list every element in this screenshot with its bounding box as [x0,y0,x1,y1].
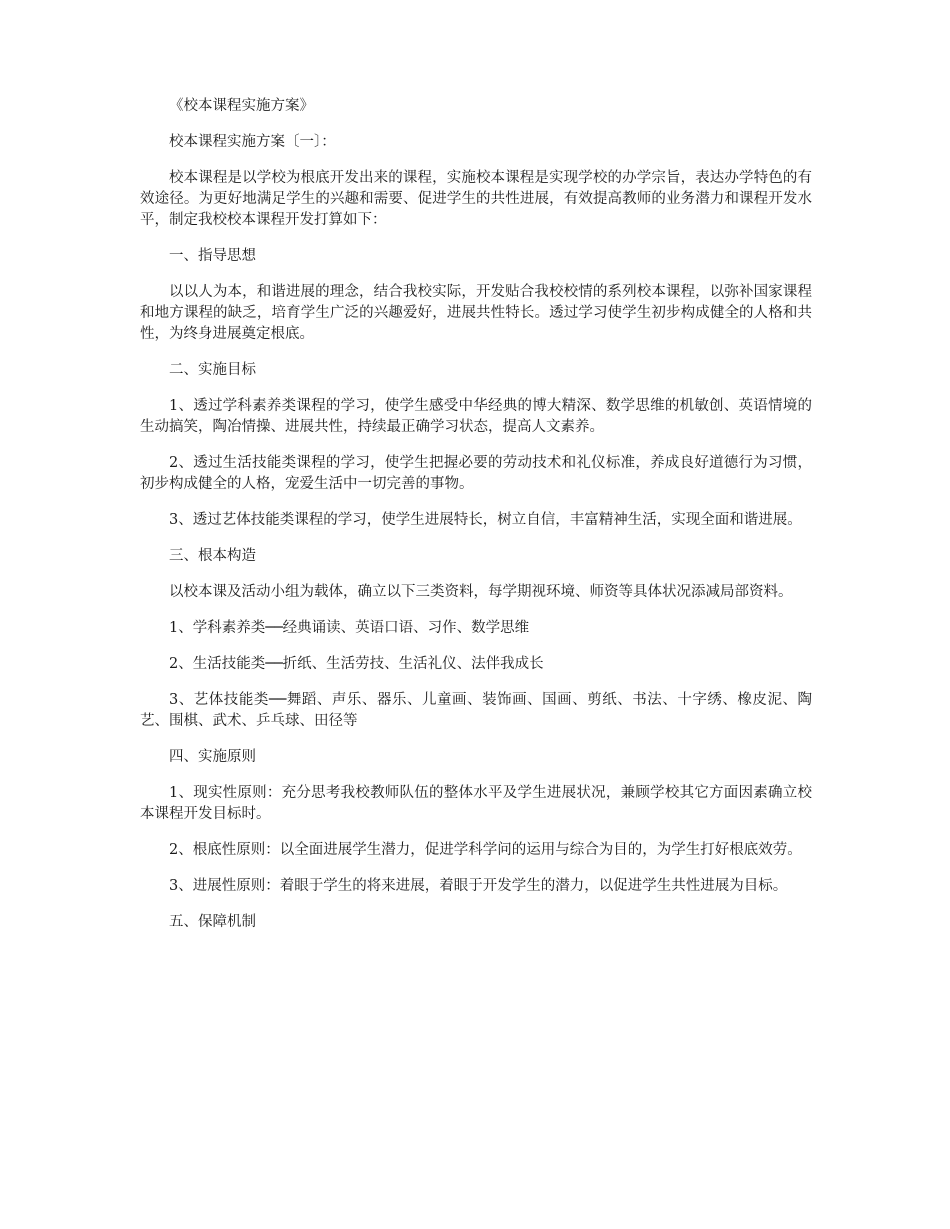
section-heading-safeguard-mechanism: 五、保障机制 [169,914,256,930]
intro-paragraph: 校本课程是以学校为根底开发出来的课程，实施校本课程是实现学校的办学宗旨，表达办学特色的有效途径。为更好地满足学生的兴趣和需要、促进学生的共性进展，有效提高教师的业务潜力和课程开发水平，制定我校校本课程开发打算如下： [140,170,812,228]
document-subtitle: 校本课程实施方案〔一〕： [169,134,336,150]
section-paragraph: 1、学科素养类──经典诵读、英语口语、习作、数学思维 [169,620,530,636]
section-paragraph: 2、生活技能类──折纸、生活劳技、生活礼仪、法伴我成长 [169,656,544,672]
section-paragraph: 以以人为本，和谐进展的理念，结合我校实际，开发贴合我校校情的系列校本课程，以弥补国家课程和地方课程的缺乏，培育学生广泛的兴趣爱好，进展共性特长。透过学习使学生初步构成健全的人格和共性，为终身进展奠定根底。 [140,284,812,342]
section-heading-implementation-principles: 四、实施原则 [169,749,256,765]
section-paragraph: 2、根底性原则：以全面进展学生潜力，促进学科学问的运用与综合为目的，为学生打好根底效劳。 [169,842,802,858]
section-paragraph: 1、现实性原则：充分思考我校教师队伍的整体水平及学生进展状况，兼顾学校其它方面因素确立校本课程开发目标时。 [140,785,812,822]
section-paragraph: 3、进展性原则：着眼于学生的将来进展，着眼于开发学生的潜力，以促进学生共性进展为目标。 [169,878,788,894]
section-paragraph: 1、透过学科素养类课程的学习，使学生感受中华经典的博大精深、数学思维的机敏创、英语情境的生动搞笑，陶冶情操、进展共性，持续最正确学习状态，提高人文素养。 [140,398,812,435]
section-paragraph: 3、透过艺体技能类课程的学习，使学生进展特长，树立自信，丰富精神生活，实现全面和谐进展。 [169,512,802,528]
section-paragraph: 以校本课及活动小组为载体，确立以下三类资料，每学期视环境、师资等具体状况添减局部资料。 [169,584,793,600]
section-paragraph: 3、艺体技能类──舞蹈、声乐、器乐、儿童画、装饰画、国画、剪纸、书法、十字绣、橡皮泥、陶艺、围棋、武术、乒乓球、田径等 [140,692,812,729]
document-title: 《校本课程实施方案》 [169,98,314,114]
section-paragraph: 2、透过生活技能类课程的学习，使学生把握必要的劳动技术和礼仪标准，养成良好道德行为习惯，初步构成健全的人格，宠爱生活中一切完善的事物。 [140,455,812,492]
section-heading-basic-structure: 三、根本构造 [169,548,256,564]
document-page [140,96,812,948]
section-heading-implementation-goals: 二、实施目标 [169,362,256,378]
section-heading-guiding-ideology: 一、指导思想 [169,248,256,264]
